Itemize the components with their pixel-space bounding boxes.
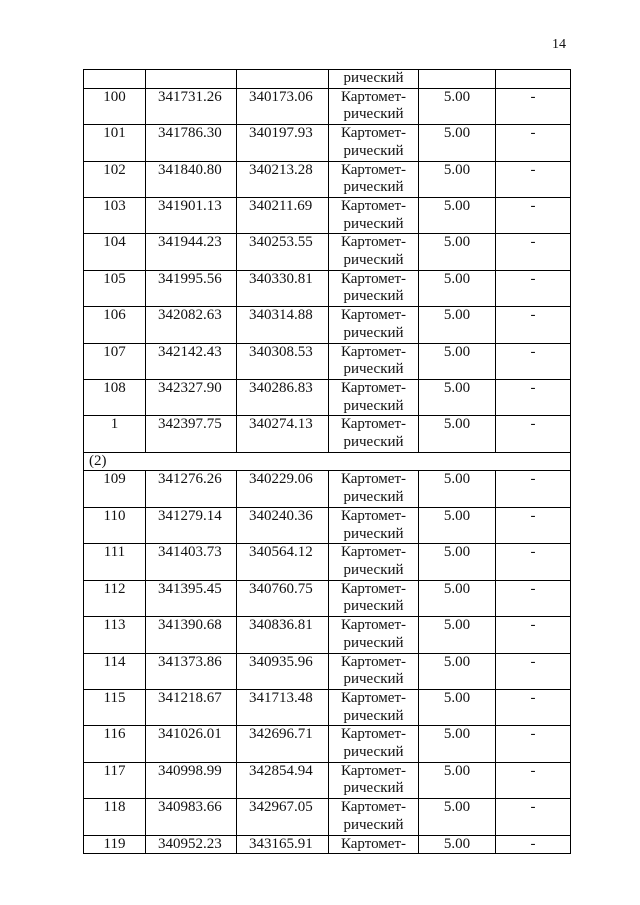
method-line-2: рический: [343, 179, 404, 196]
table-row: [84, 689, 571, 725]
note-cell: -: [496, 799, 571, 835]
point-number-cell: 119: [84, 835, 146, 854]
table-row: [84, 471, 571, 507]
y-coordinate-cell: 342854.94: [237, 762, 329, 798]
error-cell: 5.00: [419, 726, 496, 762]
method-line-1: Картомет-: [340, 234, 407, 251]
method-line-2: рический: [343, 816, 404, 833]
point-number-cell: 104: [84, 234, 146, 270]
table-row: [84, 125, 571, 161]
y-coordinate-cell: 342967.05: [237, 799, 329, 835]
method-line-2: рический: [343, 434, 404, 451]
method-line-2: рический: [343, 707, 404, 724]
y-coordinate-cell: 341713.48: [237, 689, 329, 725]
y-coordinate-cell: [237, 70, 329, 89]
y-coordinate-cell: 342696.71: [237, 726, 329, 762]
error-cell: 5.00: [419, 307, 496, 343]
x-coordinate-cell: 341995.56: [146, 270, 237, 306]
section-label: (2): [84, 452, 571, 471]
method-line-2: рический: [343, 106, 404, 123]
y-coordinate-cell: 340253.55: [237, 234, 329, 270]
method-line-2: рический: [343, 288, 404, 305]
method-cell: [329, 580, 419, 616]
x-coordinate-cell: 342397.75: [146, 416, 237, 452]
method-line-1: Картомет-: [340, 799, 407, 816]
method-line-2: рический: [343, 361, 404, 378]
error-cell: 5.00: [419, 161, 496, 197]
table-row: [84, 507, 571, 543]
x-coordinate-cell: 340983.66: [146, 799, 237, 835]
method-line-1: Картомет-: [340, 125, 407, 142]
point-number-cell: 118: [84, 799, 146, 835]
method-line-1: Картомет-: [340, 161, 407, 178]
method-line-1: Картомет-: [340, 580, 407, 597]
x-coordinate-cell: 342082.63: [146, 307, 237, 343]
point-number-cell: 113: [84, 617, 146, 653]
x-coordinate-cell: 341276.26: [146, 471, 237, 507]
table-row: [84, 197, 571, 233]
method-cell: [329, 762, 419, 798]
method-cell: [329, 544, 419, 580]
method-line-1: Картомет-: [340, 653, 407, 670]
method-line-1: Картомет-: [340, 544, 407, 561]
method-line-2: рический: [343, 324, 404, 341]
x-coordinate-cell: 341403.73: [146, 544, 237, 580]
method-cell: [329, 416, 419, 452]
x-coordinate-cell: [146, 70, 237, 89]
coordinates-table-body: [84, 70, 571, 854]
note-cell: -: [496, 544, 571, 580]
note-cell: -: [496, 835, 571, 854]
x-coordinate-cell: 341901.13: [146, 197, 237, 233]
y-coordinate-cell: 340274.13: [237, 416, 329, 452]
method-cell: рический: [329, 70, 419, 89]
y-coordinate-cell: 340564.12: [237, 544, 329, 580]
method-line-1: Картомет-: [340, 307, 407, 324]
error-cell: 5.00: [419, 343, 496, 379]
note-cell: -: [496, 580, 571, 616]
error-cell: 5.00: [419, 653, 496, 689]
method-line-1: Картомет-: [340, 197, 407, 214]
point-number-cell: [84, 70, 146, 89]
method-cell: [329, 799, 419, 835]
x-coordinate-cell: 342142.43: [146, 343, 237, 379]
x-coordinate-cell: 341026.01: [146, 726, 237, 762]
method-line-2: рический: [343, 634, 404, 651]
method-line-1: Картомет-: [340, 471, 407, 488]
method-line-1: Картомет-: [340, 270, 407, 287]
method-cell: [329, 161, 419, 197]
method-line-1: Картомет-: [340, 343, 407, 360]
note-cell: -: [496, 617, 571, 653]
y-coordinate-cell: 340836.81: [237, 617, 329, 653]
method-line-2: рический: [343, 489, 404, 506]
table-row: [84, 88, 571, 124]
method-cell: [329, 234, 419, 270]
point-number-cell: 105: [84, 270, 146, 306]
method-cell: [329, 653, 419, 689]
y-coordinate-cell: 340314.88: [237, 307, 329, 343]
table-row: [84, 835, 571, 854]
method-cell: [329, 88, 419, 124]
y-coordinate-cell: 340286.83: [237, 379, 329, 415]
note-cell: -: [496, 507, 571, 543]
table-row: [84, 762, 571, 798]
y-coordinate-cell: 340197.93: [237, 125, 329, 161]
method-cell: [329, 507, 419, 543]
note-cell: -: [496, 270, 571, 306]
x-coordinate-cell: 341840.80: [146, 161, 237, 197]
point-number-cell: 103: [84, 197, 146, 233]
note-cell: -: [496, 471, 571, 507]
table-row: [84, 617, 571, 653]
point-number-cell: 102: [84, 161, 146, 197]
error-cell: 5.00: [419, 197, 496, 233]
table-row: [84, 799, 571, 835]
point-number-cell: 115: [84, 689, 146, 725]
y-coordinate-cell: 340935.96: [237, 653, 329, 689]
error-cell: 5.00: [419, 471, 496, 507]
error-cell: 5.00: [419, 580, 496, 616]
x-coordinate-cell: 341390.68: [146, 617, 237, 653]
x-coordinate-cell: 341731.26: [146, 88, 237, 124]
table-row: [84, 379, 571, 415]
method-line-2: рический: [343, 525, 404, 542]
x-coordinate-cell: 342327.90: [146, 379, 237, 415]
method-line-1: Картомет-: [340, 617, 407, 634]
table-row: [84, 161, 571, 197]
method-cell: [329, 125, 419, 161]
method-cell: [329, 307, 419, 343]
y-coordinate-cell: 340330.81: [237, 270, 329, 306]
method-line-1: Картомет-: [340, 689, 407, 706]
point-number-cell: 117: [84, 762, 146, 798]
table-row: [84, 726, 571, 762]
y-coordinate-cell: 340240.36: [237, 507, 329, 543]
method-line-1: Картомет-: [340, 416, 407, 433]
method-line-1: Картомет-: [340, 726, 407, 743]
page-number: 14: [552, 37, 566, 52]
method-line-1: Картомет-: [340, 762, 407, 779]
note-cell: -: [496, 234, 571, 270]
point-number-cell: 1: [84, 416, 146, 452]
method-line-2: рический: [343, 561, 404, 578]
point-number-cell: 109: [84, 471, 146, 507]
method-line-2: рический: [343, 397, 404, 414]
x-coordinate-cell: 341944.23: [146, 234, 237, 270]
table-row: [84, 544, 571, 580]
method-cell: [329, 270, 419, 306]
y-coordinate-cell: 340211.69: [237, 197, 329, 233]
table-row: [84, 343, 571, 379]
method-line-1: Картомет-: [340, 88, 407, 105]
error-cell: 5.00: [419, 379, 496, 415]
point-number-cell: 110: [84, 507, 146, 543]
note-cell: -: [496, 689, 571, 725]
table-row: [84, 270, 571, 306]
x-coordinate-cell: 341373.86: [146, 653, 237, 689]
note-cell: -: [496, 197, 571, 233]
point-number-cell: 107: [84, 343, 146, 379]
point-number-cell: 101: [84, 125, 146, 161]
method-cell: [329, 379, 419, 415]
x-coordinate-cell: 340952.23: [146, 835, 237, 854]
x-coordinate-cell: 341395.45: [146, 580, 237, 616]
method-cell: [329, 726, 419, 762]
table-row-continuation: [84, 70, 571, 89]
x-coordinate-cell: 340998.99: [146, 762, 237, 798]
note-cell: -: [496, 161, 571, 197]
method-line-2: рический: [343, 252, 404, 269]
point-number-cell: 108: [84, 379, 146, 415]
method-cell: [329, 343, 419, 379]
note-cell: -: [496, 343, 571, 379]
note-cell: -: [496, 653, 571, 689]
method-line-2: рический: [343, 671, 404, 688]
x-coordinate-cell: 341279.14: [146, 507, 237, 543]
error-cell: 5.00: [419, 799, 496, 835]
error-cell: 5.00: [419, 270, 496, 306]
table-row: [84, 416, 571, 452]
section-row: [84, 452, 571, 471]
table-row: [84, 234, 571, 270]
error-cell: 5.00: [419, 762, 496, 798]
method-line-2: рический: [343, 744, 404, 761]
note-cell: -: [496, 125, 571, 161]
y-coordinate-cell: 340173.06: [237, 88, 329, 124]
point-number-cell: 100: [84, 88, 146, 124]
error-cell: 5.00: [419, 617, 496, 653]
note-cell: [496, 70, 571, 89]
note-cell: -: [496, 416, 571, 452]
point-number-cell: 106: [84, 307, 146, 343]
method-line-2: рический: [343, 598, 404, 615]
error-cell: 5.00: [419, 416, 496, 452]
table-row: [84, 580, 571, 616]
method-cell: [329, 617, 419, 653]
error-cell: 5.00: [419, 835, 496, 854]
point-number-cell: 111: [84, 544, 146, 580]
point-number-cell: 116: [84, 726, 146, 762]
method-line-2: рический: [343, 142, 404, 159]
method-cell: [329, 471, 419, 507]
y-coordinate-cell: 340229.06: [237, 471, 329, 507]
method-line-1: Картомет-: [340, 379, 407, 396]
method-line-2: рический: [343, 780, 404, 797]
error-cell: 5.00: [419, 507, 496, 543]
y-coordinate-cell: 343165.91: [237, 835, 329, 854]
note-cell: -: [496, 307, 571, 343]
point-number-cell: 112: [84, 580, 146, 616]
method-cell: [329, 835, 419, 854]
error-cell: 5.00: [419, 125, 496, 161]
note-cell: -: [496, 379, 571, 415]
table-row: [84, 653, 571, 689]
method-cell: [329, 197, 419, 233]
note-cell: -: [496, 762, 571, 798]
method-line-2: рический: [343, 215, 404, 232]
error-cell: 5.00: [419, 544, 496, 580]
error-cell: 5.00: [419, 234, 496, 270]
method-cell: [329, 689, 419, 725]
method-line-1: Картомет-: [340, 835, 407, 852]
method-line-1: Картомет-: [340, 507, 407, 524]
error-cell: 5.00: [419, 689, 496, 725]
note-cell: -: [496, 726, 571, 762]
point-number-cell: 114: [84, 653, 146, 689]
y-coordinate-cell: 340308.53: [237, 343, 329, 379]
note-cell: -: [496, 88, 571, 124]
coordinates-table: [83, 69, 571, 854]
y-coordinate-cell: 340760.75: [237, 580, 329, 616]
error-cell: [419, 70, 496, 89]
y-coordinate-cell: 340213.28: [237, 161, 329, 197]
x-coordinate-cell: 341786.30: [146, 125, 237, 161]
x-coordinate-cell: 341218.67: [146, 689, 237, 725]
error-cell: 5.00: [419, 88, 496, 124]
table-row: [84, 307, 571, 343]
